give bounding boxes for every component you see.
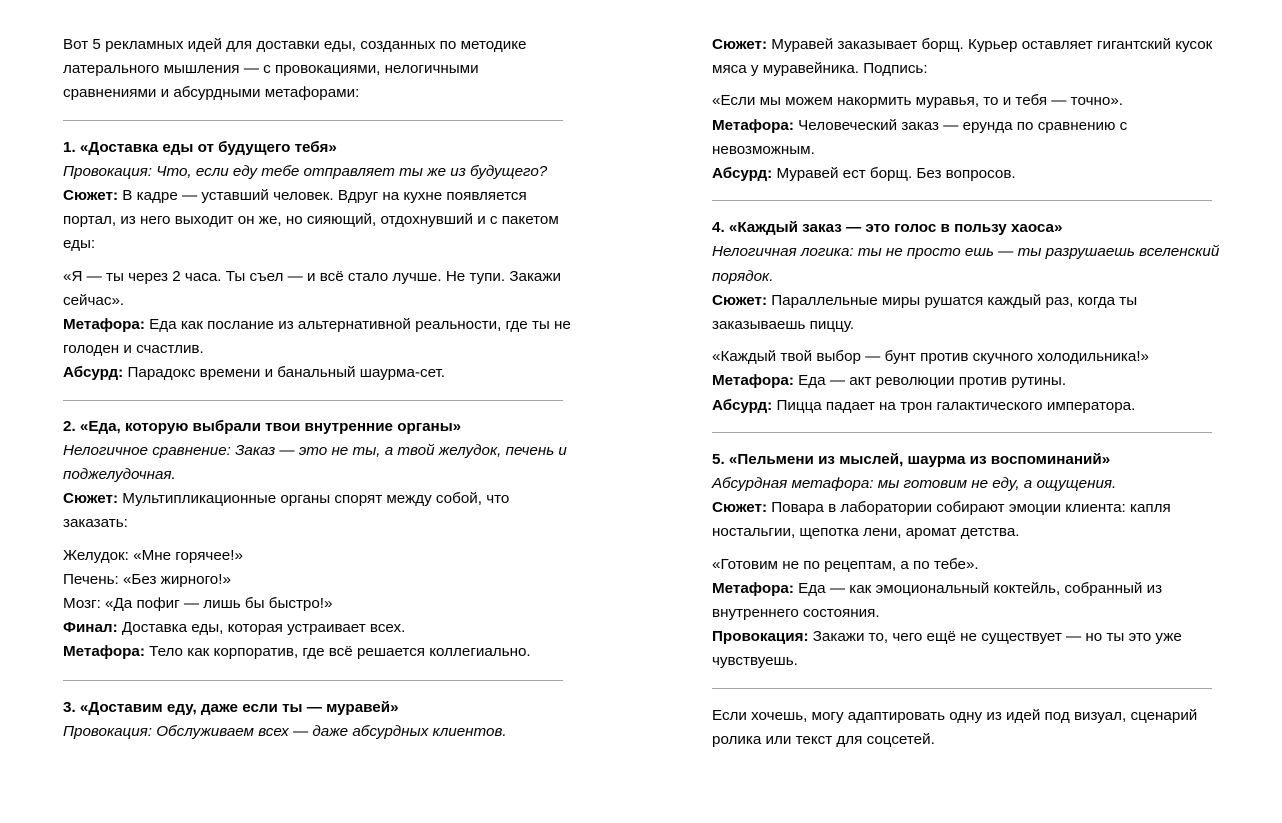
idea-provocation: Провокация: Что, если еду тебе отправляет ты же из будущего?	[63, 162, 548, 180]
idea-quote: «Каждый твой выбор — бунт против скучного холодильника!»	[712, 348, 1150, 366]
outro-text: Если хочешь, могу адаптировать одну из идей под визуал, сценарий ролика или текст для соцсетей.	[712, 706, 1198, 748]
idea-metaphor: Метафора: Человеческий заказ — ерунда по сравнению с невозможным.	[712, 116, 1128, 158]
idea-4	[712, 216, 1222, 418]
idea-metaphor: Метафора: Тело как корпоратив, где всё решается коллегиально.	[63, 643, 531, 661]
idea-title: 2. «Еда, которую выбрали твои внутренние органы»	[63, 417, 462, 435]
idea-absurd: Абсурд: Парадокс времени и банальный шаурма-сет.	[63, 364, 446, 382]
idea-logic: Нелогичная логика: ты не просто ешь — ты разрушаешь вселенский порядок.	[712, 243, 1220, 285]
idea-2	[63, 415, 573, 665]
dialog-line: Печень: «Без жирного!»	[63, 570, 231, 588]
idea-metaphor-intro: Абсурдная метафора: мы готовим не еду, а ощущения.	[712, 475, 1117, 493]
idea-comparison: Нелогичное сравнение: Заказ — это не ты, а твой желудок, печень и поджелудочная.	[63, 441, 567, 484]
idea-plot: Сюжет: Повара в лаборатории собирают эмоции клиента: капля ностальгии, щепотка лени, аромат детства.	[712, 499, 1171, 541]
divider	[712, 688, 1212, 689]
idea-metaphor: Метафора: Еда как послание из альтернативной реальности, где ты не голоден и счастлив.	[63, 316, 571, 358]
idea-quote: «Я — ты через 2 часа. Ты съел — и всё стало лучше. Не тупи. Закажи сейчас».	[63, 267, 562, 309]
divider	[63, 120, 563, 121]
idea-final: Финал: Доставка еды, которая устраивает всех.	[63, 619, 406, 637]
idea-plot: Сюжет: Муравей заказывает борщ. Курьер оставляет гигантский кусок мяса у муравейника. Подпись:	[712, 36, 1213, 78]
idea-5	[712, 448, 1222, 674]
right-column	[712, 0, 1222, 752]
idea-plot: Сюжет: Мультипликационные органы спорят между собой, что заказать:	[63, 490, 510, 532]
idea-quote: «Если мы можем накормить муравья, то и тебя — точно».	[712, 92, 1123, 110]
idea-absurd: Абсурд: Муравей ест борщ. Без вопросов.	[712, 165, 1016, 183]
divider	[63, 400, 563, 401]
divider	[63, 680, 563, 681]
idea-absurd: Абсурд: Пицца падает на трон галактического императора.	[712, 396, 1136, 414]
intro-text: Вот 5 рекламных идей для доставки еды, созданных по методике латерального мышления — с провокациями, нелогичными сравнениями и абсурдными метафорами:	[63, 36, 527, 102]
idea-provocation: Провокация: Обслуживаем всех — даже абсурдных клиентов.	[63, 722, 507, 740]
idea-provocation: Провокация: Закажи то, чего ещё не существует — но ты это уже чувствуешь.	[712, 628, 1182, 670]
idea-metaphor: Метафора: Еда — акт революции против рутины.	[712, 372, 1067, 390]
idea-metaphor: Метафора: Еда — как эмоциональный коктейль, собранный из внутреннего состояния.	[712, 579, 1163, 622]
divider	[712, 432, 1212, 433]
idea-quote: «Готовим не по рецептам, а по тебе».	[712, 555, 979, 573]
dialog-line: Желудок: «Мне горячее!»	[63, 546, 243, 564]
idea-title: 4. «Каждый заказ — это голос в пользу хаоса»	[712, 219, 1063, 237]
idea-title: 5. «Пельмени из мыслей, шаурма из воспоминаний»	[712, 450, 1111, 468]
left-column	[63, 0, 573, 744]
idea-3-start	[63, 696, 573, 744]
idea-title: 3. «Доставим еду, даже если ты — муравей»	[63, 698, 399, 716]
idea-title: 1. «Доставка еды от будущего тебя»	[63, 138, 337, 156]
idea-plot: Сюжет: Параллельные миры рушатся каждый раз, когда ты заказываешь пиццу.	[712, 291, 1138, 334]
dialog-line: Мозг: «Да пофиг — лишь бы быстро!»	[63, 595, 333, 613]
idea-1	[63, 136, 573, 386]
idea-plot: Сюжет: В кадре — уставший человек. Вдруг на кухне появляется портал, из него выходит он же, но сияющий, отдохнувший и с пакетом еды:	[63, 187, 559, 253]
idea-3-continued	[712, 33, 1222, 186]
divider	[712, 200, 1212, 201]
